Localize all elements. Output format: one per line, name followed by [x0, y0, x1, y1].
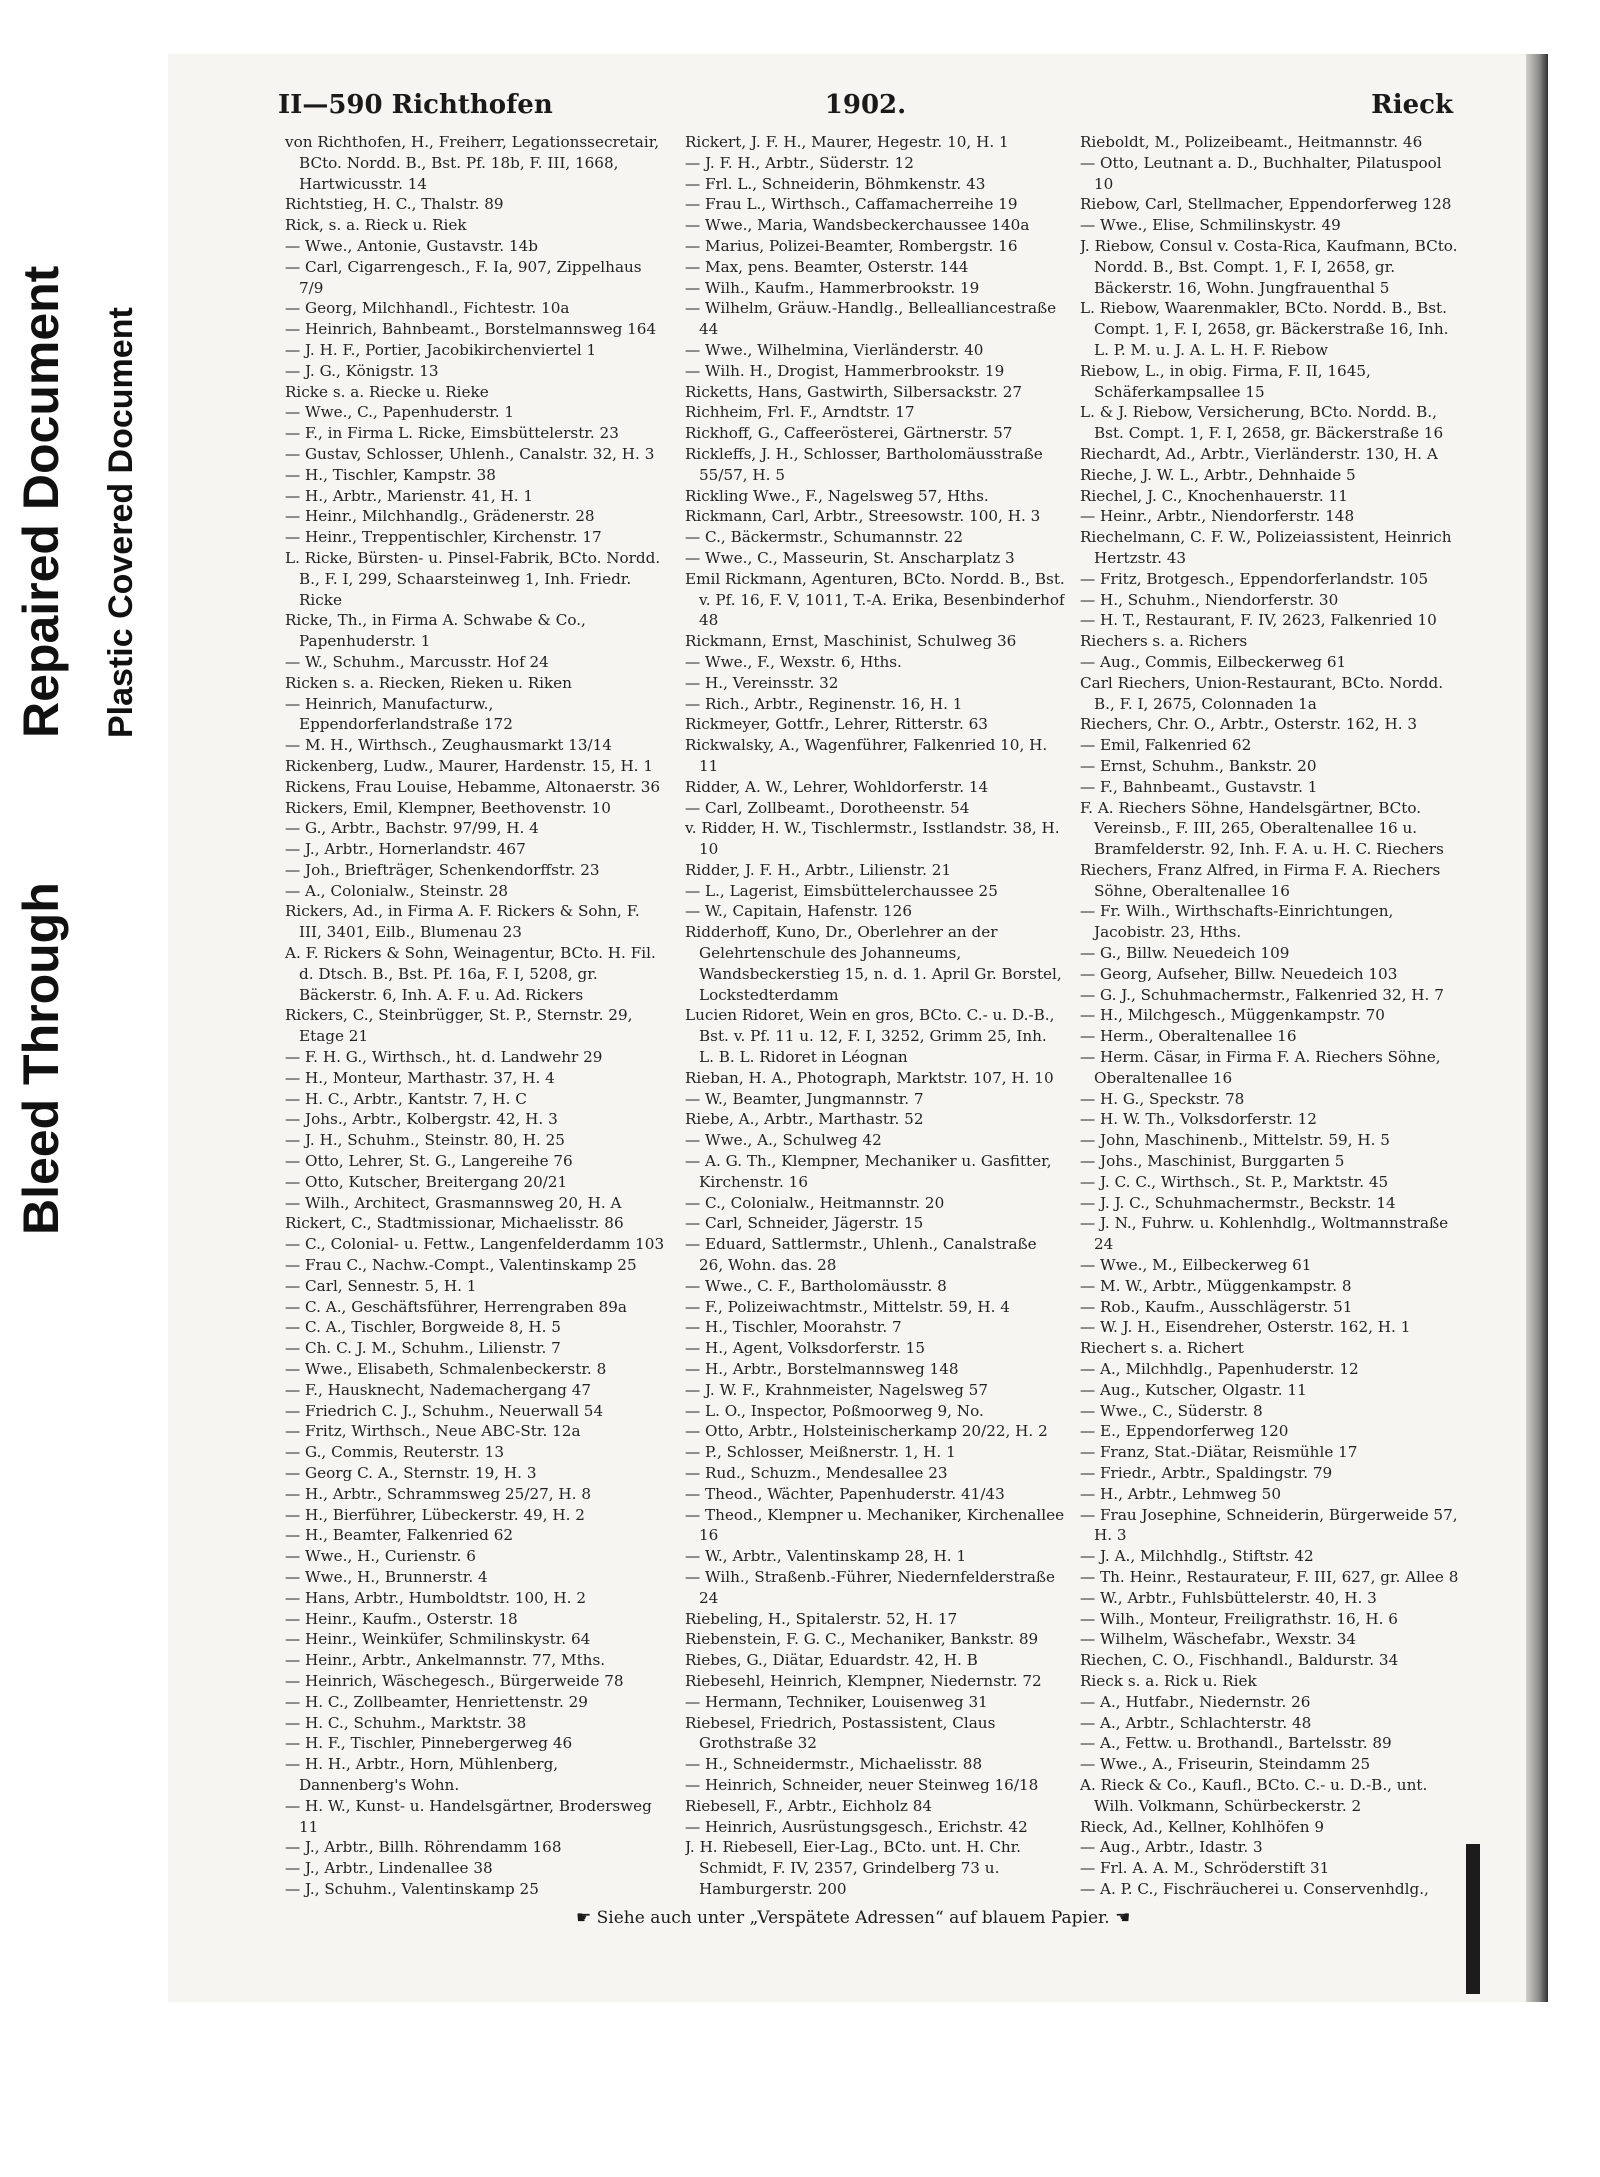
- directory-entry: — Georg, Aufseher, Billw. Neuedeich 103: [1080, 964, 1398, 983]
- directory-entry: — J. H., Schuhm., Steinstr. 80, H. 25: [285, 1131, 565, 1150]
- directory-entry: Riebenstein, F. G. C., Mechaniker, Bankstr. 89: [685, 1630, 1039, 1649]
- directory-entry: — F. H. G., Wirthsch., ht. d. Landwehr 29: [285, 1048, 603, 1067]
- bleed-through-label: Bleed Through: [13, 882, 69, 1235]
- directory-entry: — C. A., Geschäftsführer, Herrengraben 89a: [285, 1297, 627, 1316]
- directory-entry: — Wwe., Elisabeth, Schmalenbeckerstr. 8: [285, 1360, 607, 1379]
- directory-entry: L. Ricke, Bürsten- u. Pinsel-Fabrik, BCto. Nordd. B., F. I, 299, Schaarsteinweg 1, Inh. Friedr. Ricke: [285, 548, 661, 609]
- directory-entry: Riebow, Carl, Stellmacher, Eppendorferweg 128: [1080, 195, 1452, 214]
- directory-entry: — H. W., Kunst- u. Handelsgärtner, Brodersweg 11: [285, 1796, 652, 1836]
- directory-entry: — W., Arbtr., Valentinskamp 28, H. 1: [685, 1547, 967, 1566]
- directory-entry: — Wwe., C., Papenhuderstr. 1: [285, 403, 515, 422]
- directory-entry: — C., Colonialw., Heitmannstr. 20: [685, 1193, 945, 1212]
- directory-entry: — Wilh. H., Drogist, Hammerbrookstr. 19: [685, 361, 1005, 380]
- directory-entry: — H., Bierführer, Lübeckerstr. 49, H. 2: [285, 1505, 585, 1524]
- directory-entry: — J., Schuhm., Valentinskamp 25: [285, 1879, 539, 1898]
- directory-entry: — Wwe., H., Curienstr. 6: [285, 1547, 476, 1566]
- directory-entry: L. & J. Riebow, Versicherung, BCto. Nordd. B., Bst. Compt. 1, F. I, 2658, gr. Bäckerstraße 16: [1080, 403, 1444, 443]
- directory-entry: — J. G., Königstr. 13: [285, 361, 439, 380]
- directory-entry: — Friedr., Arbtr., Spaldingstr. 79: [1080, 1464, 1333, 1482]
- directory-page: [168, 54, 1529, 2002]
- directory-entry: — H., Arbtr., Lehmweg 50: [1080, 1484, 1281, 1503]
- directory-entry: — Frau Josephine, Schneiderin, Bürgerweide 57, H. 3: [1080, 1505, 1458, 1545]
- directory-entry: — H. W. Th., Volksdorferstr. 12: [1080, 1110, 1317, 1129]
- directory-entry: Rickling Wwe., F., Nagelsweg 57, Hths.: [685, 486, 989, 505]
- directory-entry: — Fritz, Wirthsch., Neue ABC-Str. 12a: [285, 1422, 581, 1441]
- directory-entry: — Frau C., Nachw.-Compt., Valentinskamp 25: [285, 1256, 637, 1275]
- directory-entry: — Frl. A. A. M., Schröderstift 31: [1080, 1859, 1330, 1878]
- directory-entry: — J. F. H., Arbtr., Süderstr. 12: [685, 153, 914, 172]
- page-edge: [1526, 54, 1548, 2002]
- directory-entry: Ricke s. a. Riecke u. Rieke: [285, 382, 489, 401]
- directory-entry: — Otto, Leutnant a. D., Buchhalter, Pilatuspool 10: [1080, 153, 1442, 193]
- directory-entry: — Wwe., Wilhelmina, Vierländerstr. 40: [685, 340, 984, 359]
- directory-entry: — C. A., Tischler, Borgweide 8, H. 5: [285, 1318, 561, 1337]
- directory-entry: Ricken s. a. Riecken, Rieken u. Riken: [285, 673, 572, 692]
- directory-entry: — H. T., Restaurant, F. IV, 2623, Falkenried 10: [1080, 611, 1437, 630]
- directory-entry: — A., Arbtr., Schlachterstr. 48: [1080, 1713, 1312, 1732]
- directory-entry: Riechen, C. O., Fischhandl., Baldurstr. 34: [1080, 1651, 1399, 1670]
- directory-entry: — H., Agent, Volksdorferstr. 15: [685, 1339, 925, 1358]
- directory-entry: Riebesehl, Heinrich, Klempner, Niedernstr. 72: [685, 1671, 1042, 1690]
- directory-entry: Riechel, J. C., Knochenhauerstr. 11: [1080, 486, 1348, 505]
- directory-entry: Rickhoff, G., Caffeerösterei, Gärtnerstr. 57: [685, 424, 1013, 443]
- directory-entry: Rickleffs, J. H., Schlosser, Bartholomäusstraße 55/57, H. 5: [685, 444, 1043, 484]
- directory-entry: L. Riebow, Waarenmakler, BCto. Nordd. B., Bst. Compt. 1, F. I, 2658, gr. Bäckerstraße 16, Inh. L. P. M. u. J. A. L. H. F. Riebow: [1080, 299, 1449, 359]
- directory-entry: — Theod., Wächter, Papenhuderstr. 41/43: [685, 1484, 1005, 1503]
- directory-entry: — H. F., Tischler, Pinnebergerweg 46: [285, 1734, 573, 1753]
- directory-entry: — F., Polizeiwachtmstr., Mittelstr. 59, H. 4: [685, 1297, 1010, 1316]
- directory-entry: Riebes, G., Diätar, Eduardstr. 42, H. B: [685, 1651, 978, 1670]
- directory-entry: — Wilhelm, Wäschefabr., Wexstr. 34: [1080, 1630, 1357, 1649]
- directory-entry: — Theod., Klempner u. Mechaniker, Kirchenallee 16: [685, 1505, 1065, 1545]
- directory-entry: — Wilh., Straßenb.-Führer, Niedernfelderstraße 24: [685, 1567, 1056, 1607]
- directory-entry: — A., Milchhdlg., Papenhuderstr. 12: [1080, 1360, 1359, 1379]
- directory-entry: Emil Rickmann, Agenturen, BCto. Nordd. B., Bst. v. Pf. 16, F. V, 1011, T.-A. Erika, Besenbinderhof 48: [685, 569, 1065, 630]
- directory-entry: — M. H., Wirthsch., Zeughausmarkt 13/14: [285, 736, 612, 755]
- directory-entry: Rickers, Emil, Klempner, Beethovenstr. 10: [285, 798, 611, 817]
- directory-entry: — H. C., Schuhm., Marktstr. 38: [285, 1713, 527, 1732]
- directory-entry: Rickert, J. F. H., Maurer, Hegestr. 10, H. 1: [685, 133, 1009, 151]
- directory-entry: — Carl, Cigarrengesch., F. Ia, 907, Zippelhaus 7/9: [285, 257, 642, 297]
- directory-entry: — Heinrich, Schneider, neuer Steinweg 16/18: [685, 1775, 1039, 1794]
- directory-entry: — Wwe., F., Wexstr. 6, Hths.: [685, 652, 902, 671]
- directory-entry: — F., Hausknecht, Nademachergang 47: [285, 1380, 592, 1399]
- directory-entry: — Otto, Arbtr., Holsteinischerkamp 20/22, H. 2: [685, 1422, 1048, 1441]
- directory-entry: — J., Arbtr., Hornerlandstr. 467: [285, 840, 526, 859]
- directory-entry: — Wilh., Kaufm., Hammerbrookstr. 19: [685, 278, 980, 297]
- directory-entry: — Aug., Commis, Eilbeckerweg 61: [1080, 652, 1347, 671]
- directory-entry: — L. O., Inspector, Poßmoorweg 9, No.: [685, 1401, 984, 1420]
- directory-entry: — Max, pens. Beamter, Osterstr. 144: [685, 257, 969, 276]
- directory-entry: Rickenberg, Ludw., Maurer, Hardenstr. 15, H. 1: [285, 756, 654, 775]
- directory-entry: — Marius, Polizei-Beamter, Rombergstr. 16: [685, 236, 1018, 255]
- directory-entry: — Hans, Arbtr., Humboldtstr. 100, H. 2: [285, 1588, 586, 1607]
- directory-entry: — Johs., Arbtr., Kolbergstr. 42, H. 3: [285, 1110, 558, 1129]
- directory-entry: — H., Tischler, Moorahstr. 7: [685, 1318, 902, 1337]
- directory-entry: — H. H., Arbtr., Horn, Mühlenberg, Dannenberg's Wohn.: [285, 1755, 559, 1794]
- directory-entry: — Heinr., Treppentischler, Kirchenstr. 17: [285, 528, 602, 547]
- directory-entry: Riebeling, H., Spitalerstr. 52, H. 17: [685, 1609, 958, 1628]
- directory-entry: Riebesel, Friedrich, Postassistent, Claus Grothstraße 32: [685, 1713, 996, 1753]
- directory-entry: v. Ridder, H. W., Tischlermstr., Isstlandstr. 38, H. 10: [685, 819, 1060, 859]
- directory-entry: Lucien Ridoret, Wein en gros, BCto. C.- u. D.-B., Bst. v. Pf. 11 u. 12, F. I, 3252, Grimm 25, Inh. L. B. L. Ridoret in Léognan: [685, 1006, 1055, 1067]
- directory-entry: — G., Billw. Neuedeich 109: [1080, 944, 1290, 963]
- column-2: [685, 132, 1065, 1902]
- directory-entry: — W., Arbtr., Fuhlsbüttelerstr. 40, H. 3: [1080, 1588, 1377, 1607]
- directory-entry: — W. J. H., Eisendreher, Osterstr. 162, H. 1: [1080, 1318, 1411, 1337]
- directory-entry: Rickers, C., Steinbrügger, St. P., Sternstr. 29, Etage 21: [285, 1006, 633, 1046]
- directory-entry: — J., Arbtr., Lindenallee 38: [285, 1859, 493, 1878]
- directory-entry: — Aug., Arbtr., Idastr. 3: [1080, 1838, 1263, 1857]
- directory-entry: — E., Eppendorferweg 120: [1080, 1422, 1289, 1441]
- directory-entry: Riechardt, Ad., Arbtr., Vierländerstr. 130, H. A: [1080, 444, 1438, 463]
- directory-entry: — G., Commis, Reuterstr. 13: [285, 1443, 504, 1462]
- directory-entry: — Wilh., Monteur, Freiligrathstr. 16, H. 6: [1080, 1609, 1398, 1628]
- directory-entry: — Friedrich C. J., Schuhm., Neuerwall 54: [285, 1401, 604, 1420]
- directory-entry: — Frau L., Wirthsch., Caffamacherreihe 19: [685, 195, 1018, 214]
- binding-shadow: [1466, 1844, 1480, 1994]
- directory-entry: Rickmann, Carl, Arbtr., Streesowstr. 100, H. 3: [685, 507, 1041, 526]
- directory-entry: von Richthofen, H., Freiherr, Legationssecretair, BCto. Nordd. B., Bst. Pf. 18b, F. III, 1668, Hartwicusstr. 14: [285, 133, 660, 193]
- directory-entry: — G. J., Schuhmachermstr., Falkenried 32, H. 7: [1080, 985, 1444, 1004]
- directory-entry: — Rob., Kaufm., Ausschlägerstr. 51: [1080, 1297, 1353, 1316]
- directory-entry: — H., Tischler, Kampstr. 38: [285, 465, 496, 484]
- directory-entry: — Rud., Schuzm., Mendesallee 23: [685, 1464, 948, 1482]
- directory-entry: — J. A., Milchhdlg., Stiftstr. 42: [1080, 1547, 1314, 1566]
- directory-entry: — Fr. Wilh., Wirthschafts-Einrichtungen, Jacobistr. 23, Hths.: [1080, 902, 1394, 942]
- directory-entry: Rickers, Ad., in Firma A. F. Rickers & Sohn, F. III, 3401, Eilb., Blumenau 23: [285, 902, 640, 942]
- repaired-document-label: Repaired Document: [13, 265, 69, 738]
- directory-entry: — Franz, Stat.-Diätar, Reismühle 17: [1080, 1443, 1358, 1462]
- directory-entry: — Georg, Milchhandl., Fichtestr. 10a: [285, 299, 570, 318]
- directory-entry: — Wwe., M., Eilbeckerweg 61: [1080, 1256, 1312, 1275]
- directory-entry: — H. G., Speckstr. 78: [1080, 1089, 1245, 1108]
- directory-entry: — C., Colonial- u. Fettw., Langenfelderdamm 103: [285, 1235, 665, 1254]
- directory-entry: — Wwe., C. F., Bartholomäusstr. 8: [685, 1276, 947, 1295]
- directory-entry: — Heinrich, Ausrüstungsgesch., Erichstr. 42: [685, 1817, 1028, 1836]
- directory-entry: — H. C., Arbtr., Kantstr. 7, H. C: [285, 1089, 527, 1108]
- header-left: II—590 Richthofen: [278, 90, 553, 120]
- directory-entry: — J. H. F., Portier, Jacobikirchenviertel 1: [285, 340, 597, 359]
- directory-entry: — M. W., Arbtr., Müggenkampstr. 8: [1080, 1276, 1352, 1295]
- directory-entry: — Wwe., Elise, Schmilinskystr. 49: [1080, 216, 1341, 235]
- directory-entry: J. H. Riebesell, Eier-Lag., BCto. unt. H. Chr. Schmidt, F. IV, 2357, Grindelberg 73 u. Hamburgerstr. 200: [685, 1838, 1022, 1898]
- directory-entry: — H., Schuhm., Niendorferstr. 30: [1080, 590, 1339, 609]
- directory-entry: — Otto, Kutscher, Breitergang 20/21: [285, 1172, 568, 1191]
- directory-entry: Rickert, C., Stadtmissionar, Michaelisstr. 86: [285, 1214, 624, 1233]
- directory-entry: — H., Monteur, Marthastr. 37, H. 4: [285, 1068, 555, 1087]
- directory-entry: — A., Fettw. u. Brothandl., Bartelsstr. 89: [1080, 1734, 1392, 1753]
- directory-entry: A. F. Rickers & Sohn, Weinagentur, BCto. H. Fil. d. Dtsch. B., Bst. Pf. 16a, F. I, 5208, gr. Bäckerstr. 6, Inh. A. F. u. Ad. Rickers: [285, 944, 656, 1004]
- directory-entry: — Joh., Briefträger, Schenkendorffstr. 23: [285, 860, 600, 879]
- page-header: [278, 90, 1453, 124]
- directory-entry: — Carl, Sennestr. 5, H. 1: [285, 1276, 477, 1295]
- directory-entry: — H., Arbtr., Marienstr. 41, H. 1: [285, 486, 534, 505]
- directory-entry: — Heinr., Kaufm., Osterstr. 18: [285, 1609, 518, 1628]
- directory-entry: J. Riebow, Consul v. Costa-Rica, Kaufmann, BCto. Nordd. B., Bst. Compt. 1, F. I, 2658, gr. Bäckerstr. 16, Wohn. Jungfrauenthal 5: [1080, 236, 1458, 297]
- directory-entry: Ridderhoff, Kuno, Dr., Oberlehrer an der Gelehrtenschule des Johanneums, Wandsbeckerstieg 15, n. d. 1. April Gr. Borstel, Lockstedterdamm: [685, 923, 1062, 1004]
- directory-entry: — Herm., Oberaltenallee 16: [1080, 1027, 1297, 1046]
- directory-entry: Rickwalsky, A., Wagenführer, Falkenried 10, H. 11: [685, 736, 1048, 775]
- directory-entry: Rieche, J. W. L., Arbtr., Dehnhaide 5: [1080, 465, 1356, 484]
- directory-entry: Riechelmann, C. F. W., Polizeiassistent, Heinrich Hertzstr. 43: [1080, 528, 1452, 567]
- header-right: Rieck: [1371, 90, 1453, 120]
- directory-entry: Rick, s. a. Rieck u. Riek: [285, 216, 467, 235]
- directory-entry: Rieboldt, M., Polizeibeamt., Heitmannstr. 46: [1080, 133, 1423, 151]
- directory-entry: — H., Schneidermstr., Michaelisstr. 88: [685, 1755, 983, 1774]
- directory-entry: — J. W. F., Krahnmeister, Nagelsweg 57: [685, 1380, 989, 1399]
- directory-entry: — C., Bäckermstr., Schumannstr. 22: [685, 528, 964, 547]
- directory-entry: — Wwe., Antonie, Gustavstr. 14b: [285, 236, 539, 255]
- directory-entry: Rieban, H. A., Photograph, Marktstr. 107, H. 10: [685, 1068, 1054, 1087]
- directory-entry: — J., Arbtr., Billh. Röhrendamm 168: [285, 1838, 562, 1857]
- directory-entry: — H., Vereinsstr. 32: [685, 673, 839, 692]
- directory-entry: — Wwe., A., Schulweg 42: [685, 1131, 882, 1150]
- directory-entry: — John, Maschinenb., Mittelstr. 59, H. 5: [1080, 1131, 1390, 1150]
- column-3: [1080, 132, 1460, 1902]
- directory-entry: — Otto, Lehrer, St. G., Langereihe 76: [285, 1152, 573, 1171]
- directory-entry: [285, 1900, 665, 1902]
- directory-entry: Riebesell, F., Arbtr., Eichholz 84: [685, 1796, 933, 1815]
- directory-entry: — W., Beamter, Jungmannstr. 7: [685, 1089, 924, 1108]
- directory-entry: — Herm. Cäsar, in Firma F. A. Riechers Söhne, Oberaltenallee 16: [1080, 1048, 1441, 1087]
- directory-entry: — Wwe., Maria, Wandsbeckerchaussee 140a: [685, 216, 1030, 235]
- directory-entry: — H., Arbtr., Schrammsweg 25/27, H. 8: [285, 1484, 591, 1503]
- directory-entry: Rieck, Ad., Kellner, Kohlhöfen 9: [1080, 1817, 1324, 1836]
- plastic-covered-label: Plastic Covered Document: [102, 307, 140, 738]
- directory-entry: Ridder, J. F. H., Arbtr., Lilienstr. 21: [685, 860, 952, 879]
- directory-entry: — Eduard, Sattlermstr., Uhlenh., Canalstraße 26, Wohn. das. 28: [685, 1235, 1037, 1275]
- directory-entry: Riechers, Chr. O., Arbtr., Osterstr. 162, H. 3: [1080, 715, 1418, 734]
- directory-entry: Ridder, A. W., Lehrer, Wohldorferstr. 14: [685, 777, 989, 796]
- column-1: [285, 132, 665, 1902]
- directory-entry: — Wwe., A., Friseurin, Steindamm 25: [1080, 1755, 1371, 1774]
- directory-entry: — Carl, Schneider, Jägerstr. 15: [685, 1214, 924, 1233]
- directory-entry: — Carl, Zollbeamt., Dorotheenstr. 54: [685, 798, 970, 817]
- directory-entry: — Frl. L., Schneiderin, Böhmkenstr. 43: [685, 174, 986, 193]
- directory-entry: — Heinrich, Manufacturw., Eppendorferlandstraße 172: [285, 694, 513, 734]
- directory-entry: Riechers s. a. Richers: [1080, 632, 1248, 651]
- directory-entry: — Rich., Arbtr., Reginenstr. 16, H. 1: [685, 694, 963, 713]
- directory-entry: — Heinr., Milchhandlg., Grädenerstr. 28: [285, 507, 595, 526]
- directory-entry: — Georg C. A., Sternstr. 19, H. 3: [285, 1464, 537, 1482]
- directory-entry: — A., Colonialw., Steinstr. 28: [285, 881, 509, 900]
- directory-entry: — Wilhelm, Gräuw.-Handlg., Bellealliancestraße 44: [685, 299, 1057, 339]
- directory-entry: — A. P. C., Fischräucherei u. Conservenhdlg.,: [1080, 1879, 1429, 1898]
- directory-entry: — Th. Heinr., Restaurateur, F. III, 627, gr. Allee 8: [1080, 1567, 1459, 1586]
- directory-entry: Rickens, Frau Louise, Hebamme, Altonaerstr. 36: [285, 777, 661, 796]
- directory-entry: Carl Riechers, Union-Restaurant, BCto. Nordd. B., F. I, 2675, Colonnaden 1a: [1080, 673, 1444, 713]
- footer-note: ☛ Siehe auch unter „Verspätete Adressen“ auf blauem Papier. ☚: [576, 1908, 1131, 1928]
- directory-entry: Richheim, Frl. F., Arndtstr. 17: [685, 403, 915, 422]
- directory-entry: — F., Bahnbeamt., Gustavstr. 1: [1080, 777, 1318, 796]
- scanned-page: [168, 54, 1548, 2002]
- directory-entry: — Heinr., Weinküfer, Schmilinskystr. 64: [285, 1630, 591, 1649]
- directory-entry: Rickmeyer, Gottfr., Lehrer, Ritterstr. 63: [685, 715, 988, 734]
- directory-entry: — Heinrich, Bahnbeamt., Borstelmannsweg 164: [285, 320, 657, 339]
- directory-entry: — Heinr., Arbtr., Ankelmannstr. 77, Mths.: [285, 1651, 606, 1670]
- directory-entry: — P., Schlosser, Meißnerstr. 1, H. 1: [685, 1443, 956, 1462]
- directory-entry: — Emil, Falkenried 62: [1080, 736, 1252, 755]
- directory-entry: — Hermann, Techniker, Louisenweg 31: [685, 1692, 988, 1711]
- directory-entry: Riebe, A., Arbtr., Marthastr. 52: [685, 1110, 924, 1129]
- directory-entry: — Ernst, Schuhm., Bankstr. 20: [1080, 756, 1317, 775]
- directory-entry: — Gustav, Schlosser, Uhlenh., Canalstr. 32, H. 3: [285, 444, 655, 463]
- directory-entry: — Ch. C. J. M., Schuhm., Lilienstr. 7: [285, 1339, 561, 1358]
- directory-entry: — W., Schuhm., Marcusstr. Hof 24: [285, 652, 549, 671]
- directory-entry: Rickmann, Ernst, Maschinist, Schulweg 36: [685, 632, 1017, 651]
- directory-entry: — J. C. C., Wirthsch., St. P., Marktstr. 45: [1080, 1172, 1389, 1191]
- directory-entry: — Fritz, Brotgesch., Eppendorferlandstr. 105: [1080, 569, 1429, 588]
- directory-entry: — J. J. C., Schuhmachermstr., Beckstr. 14: [1080, 1193, 1396, 1212]
- directory-entry: — Wwe., H., Brunnerstr. 4: [285, 1567, 488, 1586]
- directory-entry: — W., Capitain, Hafenstr. 126: [685, 902, 912, 921]
- directory-entry: — Wwe., C., Masseurin, St. Anscharplatz 3: [685, 548, 1015, 567]
- directory-entry: — G., Arbtr., Bachstr. 97/99, H. 4: [285, 819, 539, 838]
- directory-entry: — Heinrich, Wäschegesch., Bürgerweide 78: [285, 1671, 624, 1690]
- directory-entry: — Wwe., C., Süderstr. 8: [1080, 1401, 1263, 1420]
- directory-entry: — J. N., Fuhrw. u. Kohlenhdlg., Woltmannstraße 24: [1080, 1214, 1449, 1254]
- directory-entry: — Wilh., Architect, Grasmannsweg 20, H. A: [285, 1193, 622, 1212]
- directory-entry: Rieck s. a. Rick u. Riek: [1080, 1671, 1257, 1690]
- directory-entry: Ricke, Th., in Firma A. Schwabe & Co., Papenhuderstr. 1: [285, 611, 586, 651]
- directory-entry: — Aug., Kutscher, Olgastr. 11: [1080, 1380, 1307, 1399]
- directory-entry: — A., Hutfabr., Niedernstr. 26: [1080, 1692, 1311, 1711]
- directory-entry: — H. C., Zollbeamter, Henriettenstr. 29: [285, 1692, 588, 1711]
- directory-entry: — Heinr., Arbtr., Niendorferstr. 148: [1080, 507, 1355, 526]
- directory-entry: — H., Beamter, Falkenried 62: [285, 1526, 514, 1545]
- header-year: 1902.: [824, 90, 907, 120]
- directory-entry: [685, 1900, 1065, 1902]
- directory-entry: Ricketts, Hans, Gastwirth, Silbersackstr. 27: [685, 382, 1023, 401]
- directory-entry: — H., Milchgesch., Müggenkampstr. 70: [1080, 1006, 1385, 1025]
- directory-entry: — L., Lagerist, Eimsbüttelerchaussee 25: [685, 881, 998, 900]
- directory-entry: Riechers, Franz Alfred, in Firma F. A. Riechers Söhne, Oberaltenallee 16: [1080, 860, 1441, 900]
- directory-entry: F. A. Riechers Söhne, Handelsgärtner, BCto. Vereinsb., F. III, 265, Oberaltenallee 16 u. Bramfelderstr. 92, Inh. F. A. u. H. C. Riechers: [1080, 798, 1444, 859]
- directory-entry: — A. G. Th., Klempner, Mechaniker u. Gasfitter, Kirchenstr. 16: [685, 1152, 1052, 1191]
- directory-entry: Riechert s. a. Richert: [1080, 1339, 1244, 1358]
- directory-entry: — Johs., Maschinist, Burggarten 5: [1080, 1152, 1345, 1171]
- directory-entry: A. Rieck & Co., Kaufl., BCto. C.- u. D.-B., unt. Wilh. Volkmann, Schürbeckerstr. 2: [1080, 1775, 1428, 1815]
- directory-entry: Richtstieg, H. C., Thalstr. 89: [285, 195, 504, 214]
- directory-entry: — F., in Firma L. Ricke, Eimsbüttelerstr. 23: [285, 424, 619, 443]
- directory-entry: Riebow, L., in obig. Firma, F. II, 1645, Schäferkampsallee 15: [1080, 361, 1371, 401]
- directory-entry: — H., Arbtr., Borstelmannsweg 148: [685, 1360, 959, 1379]
